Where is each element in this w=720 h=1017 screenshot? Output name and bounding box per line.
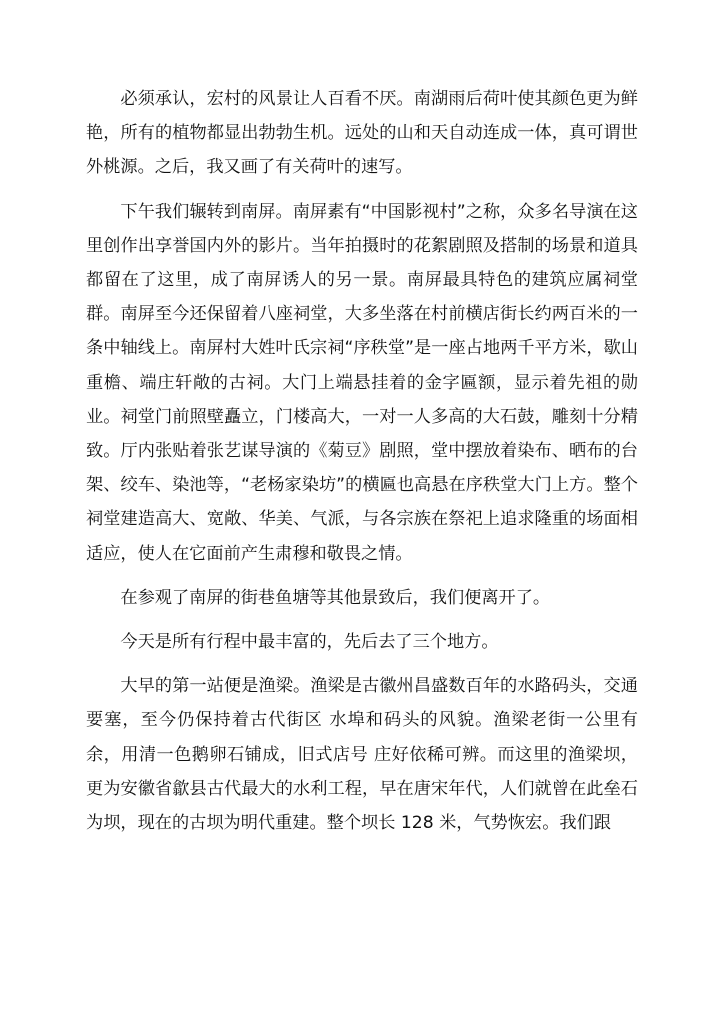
paragraph-yuliang: 大早的第一站便是渔梁。渔梁是古徽州昌盛数百年的水路码头，交通要塞，至今仍保持着古代街区 水埠和码头的风貌。渔梁老街一公里有余，用清一色鹅卵石铺成，旧式店号 庄好依稀可辨。而这里的渔梁坝，更为安徽省歙县古代最大的水利工程，早在唐宋年代，人们就曾在此垒石为坝，现在的古坝为明代重建。整个坝长 128 米，气势恢宏。我们跟	[86, 676, 638, 834]
paragraph-hongcun-scenery: 必须承认，宏村的风景让人百看不厌。南湖雨后荷叶使其颜色更为鲜艳，所有的植物都显出勃勃生机。远处的山和天自动连成一体，真可谓世外桃源。之后，我又画了有关荷叶的速写。	[86, 89, 638, 178]
document-body	[86, 82, 638, 840]
paragraph-leaving-nanping: 在参观了南屏的街巷鱼塘等其他景致后，我们便离开了。	[120, 587, 551, 608]
paragraph-today-itinerary: 今天是所有行程中最丰富的，先后去了三个地方。	[120, 632, 499, 653]
paragraph-nanping-ancestral-halls: 下午我们辗转到南屏。南屏素有“中国影视村”之称，众多名导演在这里创作出享誉国内外的影片。当年拍摄时的花絮剧照及搭制的场景和道具都留在了这里，成了南屏诱人的另一景。南屏最具特色的建筑应属祠堂群。南屏至今还保留着八座祠堂，大多坐落在村前横店街长约两百米的一条中轴线上。南屏村大姓叶氏宗祠“序秩堂”是一座占地两千平方米，歇山重檐、端庄轩敞的古祠。大门上端悬挂着的金字匾额，显示着先祖的勋业。祠堂门前照壁矗立，门楼高大，一对一人多高的大石鼓，雕刻十分精致。厅内张贴着张艺谋导演的《菊豆》剧照，堂中摆放着染布、晒布的台架、绞车、染池等，“老杨家染坊”的横匾也高悬在序秩堂大门上方。整个祠堂建造高大、宽敞、华美、气派，与各宗族在祭祀上追求隆重的场面相适应，使人在它面前产生肃穆和敬畏之情。	[86, 201, 638, 564]
